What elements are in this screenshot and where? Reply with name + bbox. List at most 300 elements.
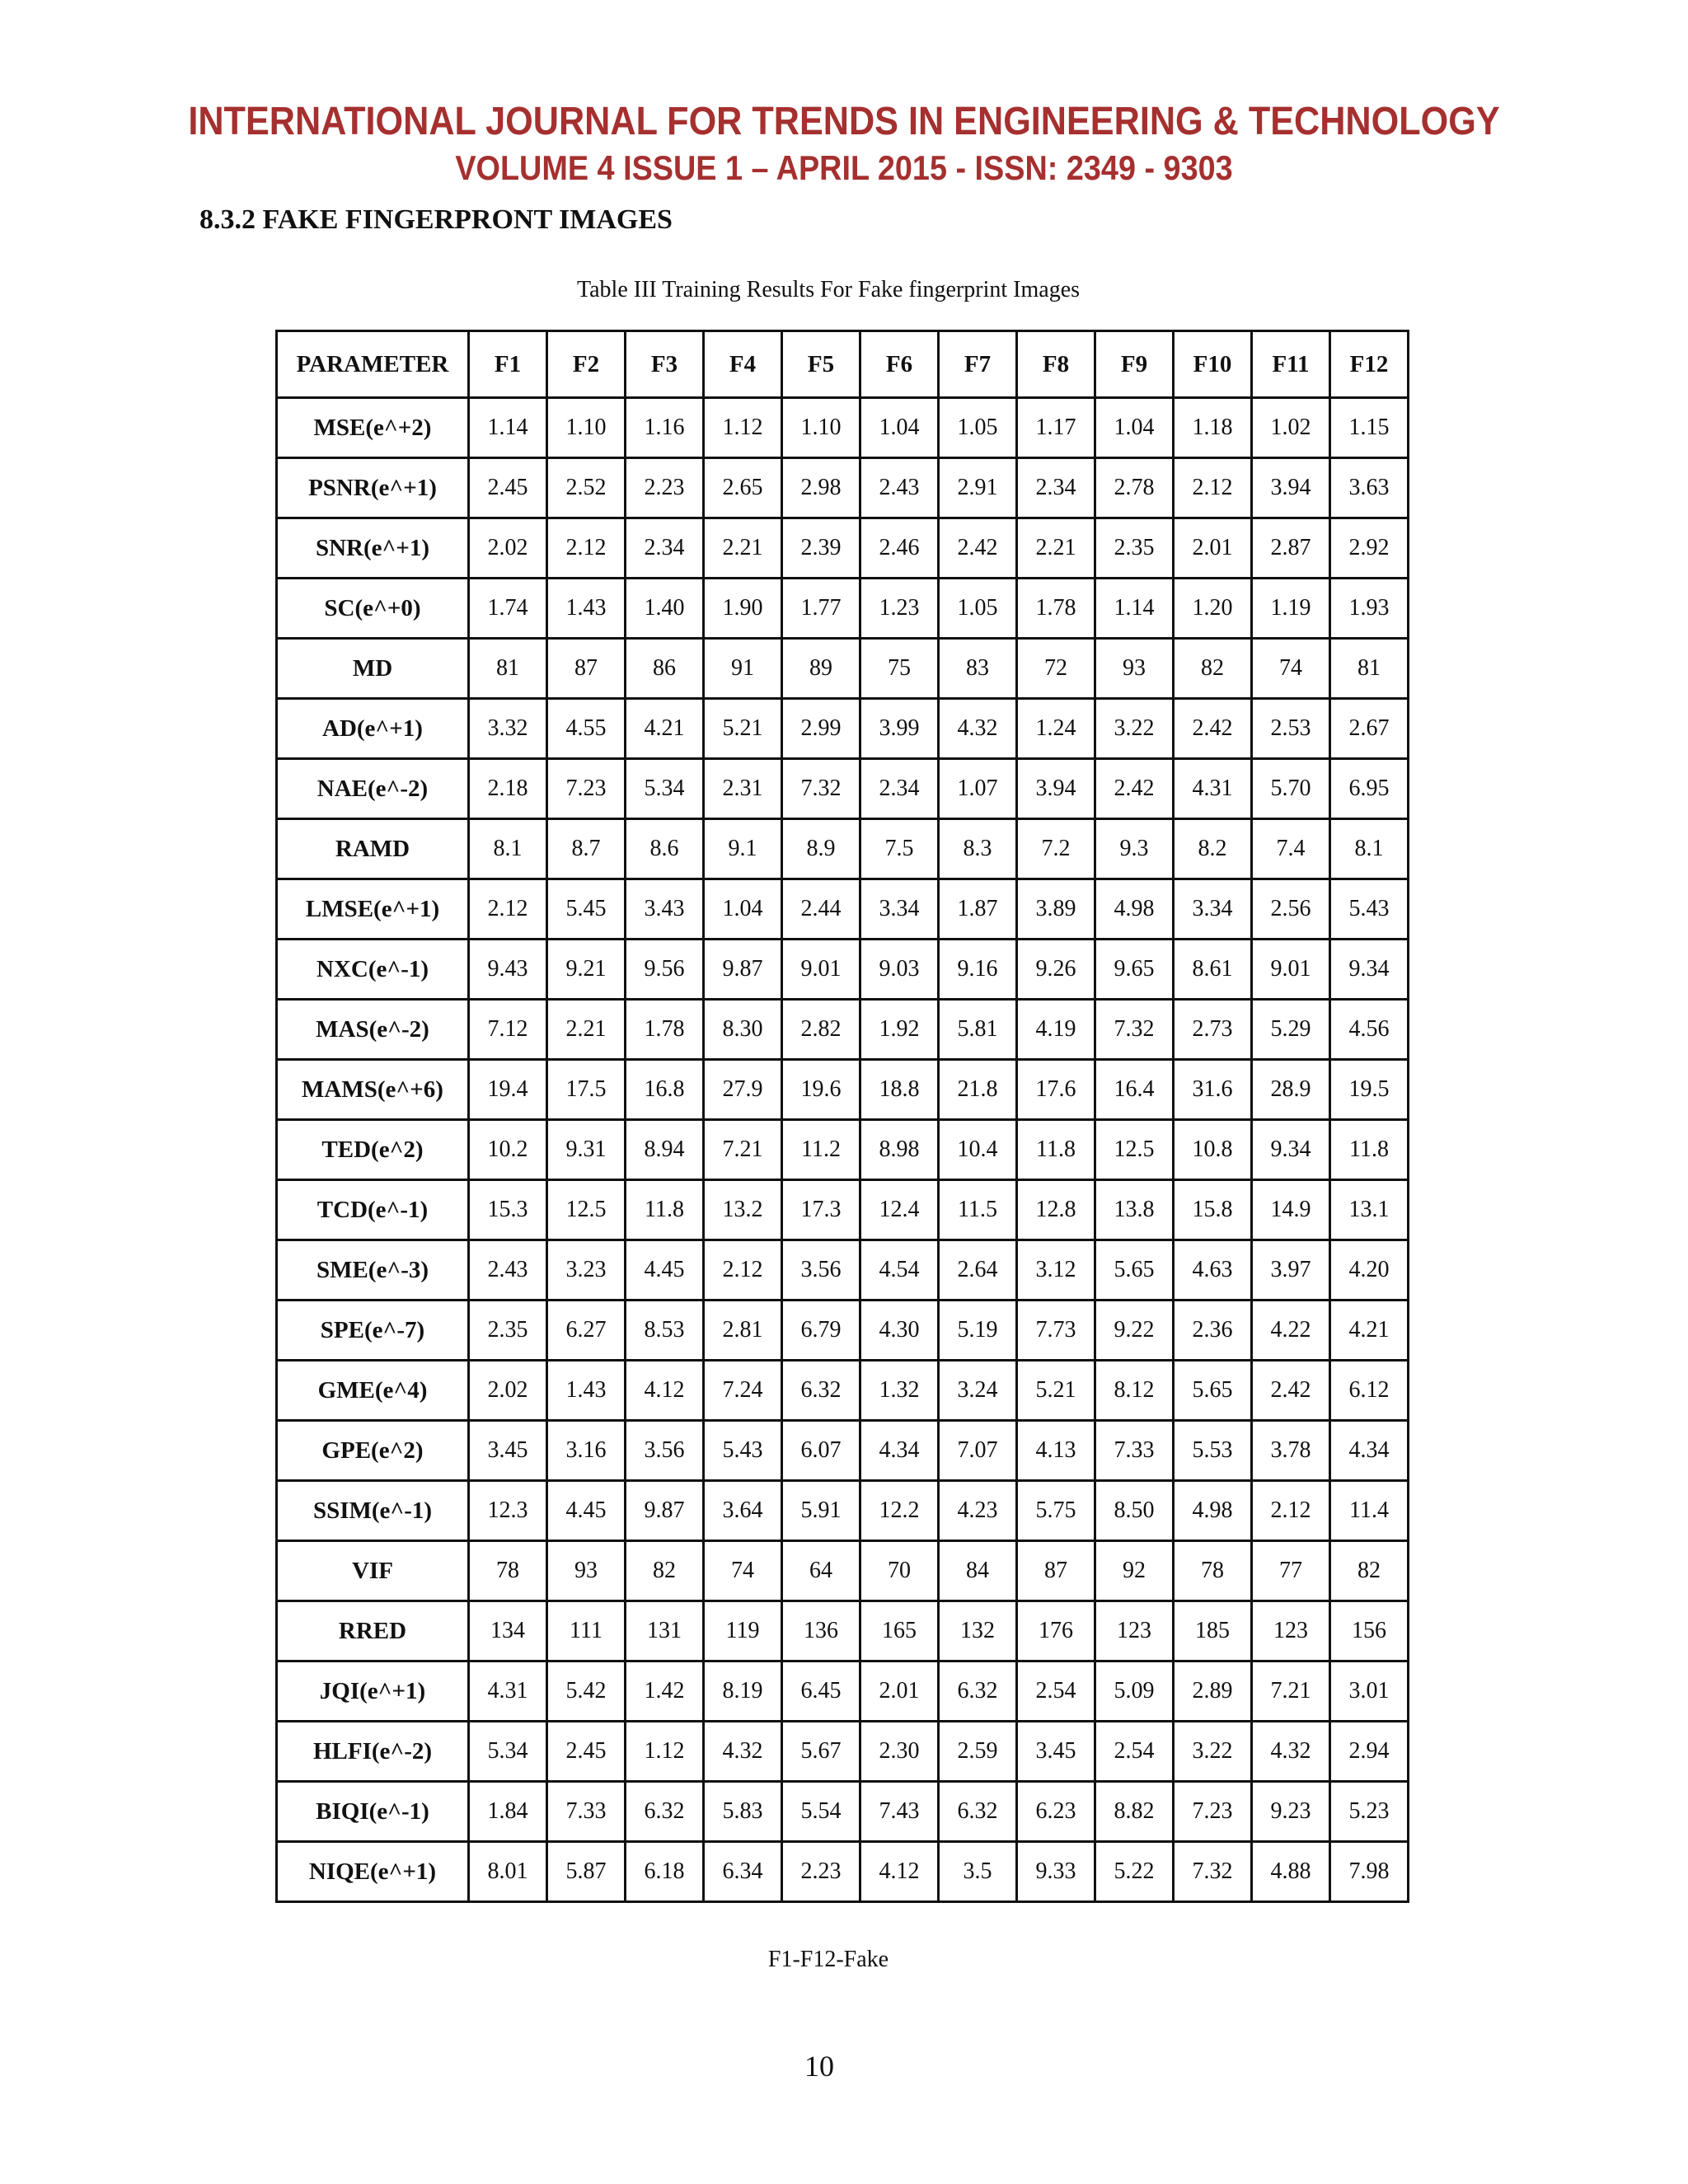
- value-cell: 5.70: [1252, 759, 1330, 819]
- table-row: [277, 1301, 1409, 1361]
- table-row: [277, 639, 1409, 699]
- value-cell: 4.13: [1017, 1421, 1095, 1481]
- value-cell: 1.74: [469, 579, 547, 639]
- value-cell: 18.8: [860, 1060, 939, 1120]
- value-cell: 5.34: [626, 759, 704, 819]
- value-cell: 2.46: [860, 518, 939, 579]
- value-cell: 131: [626, 1601, 704, 1661]
- value-cell: 1.43: [547, 1361, 626, 1421]
- parameter-cell: BIQI(e^-1): [277, 1782, 469, 1842]
- value-cell: 74: [1252, 639, 1330, 699]
- value-cell: 7.98: [1330, 1842, 1409, 1902]
- value-cell: 2.89: [1174, 1661, 1252, 1722]
- value-cell: 1.12: [626, 1722, 704, 1782]
- value-cell: 2.30: [860, 1722, 939, 1782]
- table-row: [277, 699, 1409, 759]
- value-cell: 7.4: [1252, 819, 1330, 879]
- parameter-cell: RAMD: [277, 819, 469, 879]
- value-cell: 2.44: [782, 879, 860, 940]
- value-cell: 2.45: [547, 1722, 626, 1782]
- value-cell: 123: [1095, 1601, 1174, 1661]
- value-cell: 11.2: [782, 1120, 860, 1180]
- value-cell: 3.32: [469, 699, 547, 759]
- value-cell: 13.1: [1330, 1180, 1409, 1240]
- value-cell: 3.24: [939, 1361, 1017, 1421]
- value-cell: 4.45: [626, 1240, 704, 1301]
- table-row: [277, 1000, 1409, 1060]
- value-cell: 2.23: [782, 1842, 860, 1902]
- column-header-f2: F2: [547, 331, 626, 398]
- value-cell: 5.22: [1095, 1842, 1174, 1902]
- value-cell: 2.01: [1174, 518, 1252, 579]
- value-cell: 1.07: [939, 759, 1017, 819]
- section-heading: 8.3.2 FAKE FINGERPRONT IMAGES: [199, 204, 673, 235]
- value-cell: 9.21: [547, 940, 626, 1000]
- value-cell: 123: [1252, 1601, 1330, 1661]
- value-cell: 9.1: [704, 819, 782, 879]
- value-cell: 3.97: [1252, 1240, 1330, 1301]
- column-header-f3: F3: [626, 331, 704, 398]
- column-header-f9: F9: [1095, 331, 1174, 398]
- column-header-f6: F6: [860, 331, 939, 398]
- value-cell: 3.94: [1017, 759, 1095, 819]
- value-cell: 2.31: [704, 759, 782, 819]
- value-cell: 156: [1330, 1601, 1409, 1661]
- value-cell: 2.12: [1174, 458, 1252, 518]
- value-cell: 1.77: [782, 579, 860, 639]
- value-cell: 16.4: [1095, 1060, 1174, 1120]
- value-cell: 8.30: [704, 1000, 782, 1060]
- value-cell: 4.34: [860, 1421, 939, 1481]
- value-cell: 31.6: [1174, 1060, 1252, 1120]
- parameter-cell: MAMS(e^+6): [277, 1060, 469, 1120]
- value-cell: 12.5: [1095, 1120, 1174, 1180]
- value-cell: 16.8: [626, 1060, 704, 1120]
- value-cell: 6.32: [939, 1661, 1017, 1722]
- value-cell: 9.01: [1252, 940, 1330, 1000]
- column-header-f12: F12: [1330, 331, 1409, 398]
- value-cell: 5.29: [1252, 1000, 1330, 1060]
- value-cell: 1.20: [1174, 579, 1252, 639]
- value-cell: 8.19: [704, 1661, 782, 1722]
- value-cell: 9.16: [939, 940, 1017, 1000]
- value-cell: 4.98: [1174, 1481, 1252, 1541]
- value-cell: 8.2: [1174, 819, 1252, 879]
- value-cell: 4.56: [1330, 1000, 1409, 1060]
- table-body: [277, 398, 1409, 1902]
- value-cell: 9.34: [1252, 1120, 1330, 1180]
- value-cell: 1.05: [939, 579, 1017, 639]
- value-cell: 9.34: [1330, 940, 1409, 1000]
- value-cell: 9.3: [1095, 819, 1174, 879]
- value-cell: 17.6: [1017, 1060, 1095, 1120]
- value-cell: 3.56: [782, 1240, 860, 1301]
- value-cell: 3.34: [860, 879, 939, 940]
- value-cell: 3.78: [1252, 1421, 1330, 1481]
- value-cell: 3.94: [1252, 458, 1330, 518]
- value-cell: 1.16: [626, 398, 704, 458]
- value-cell: 2.43: [860, 458, 939, 518]
- value-cell: 2.56: [1252, 879, 1330, 940]
- value-cell: 1.93: [1330, 579, 1409, 639]
- value-cell: 2.39: [782, 518, 860, 579]
- value-cell: 27.9: [704, 1060, 782, 1120]
- value-cell: 7.33: [547, 1782, 626, 1842]
- value-cell: 2.78: [1095, 458, 1174, 518]
- parameter-cell: GME(e^4): [277, 1361, 469, 1421]
- value-cell: 1.14: [469, 398, 547, 458]
- parameter-cell: MSE(e^+2): [277, 398, 469, 458]
- value-cell: 2.34: [1017, 458, 1095, 518]
- table-row: [277, 1661, 1409, 1722]
- value-cell: 92: [1095, 1541, 1174, 1601]
- value-cell: 6.07: [782, 1421, 860, 1481]
- value-cell: 11.8: [1330, 1120, 1409, 1180]
- value-cell: 1.42: [626, 1661, 704, 1722]
- value-cell: 6.95: [1330, 759, 1409, 819]
- value-cell: 2.02: [469, 518, 547, 579]
- parameter-cell: GPE(e^2): [277, 1421, 469, 1481]
- table-row: [277, 458, 1409, 518]
- value-cell: 72: [1017, 639, 1095, 699]
- journal-title: INTERNATIONAL JOURNAL FOR TRENDS IN ENGINEERING & TECHNOLOGY: [188, 100, 1500, 143]
- value-cell: 4.54: [860, 1240, 939, 1301]
- value-cell: 4.12: [860, 1842, 939, 1902]
- value-cell: 93: [547, 1541, 626, 1601]
- value-cell: 1.02: [1252, 398, 1330, 458]
- value-cell: 1.05: [939, 398, 1017, 458]
- value-cell: 11.8: [626, 1180, 704, 1240]
- value-cell: 21.8: [939, 1060, 1017, 1120]
- value-cell: 2.42: [939, 518, 1017, 579]
- table-row: [277, 1180, 1409, 1240]
- value-cell: 9.87: [704, 940, 782, 1000]
- value-cell: 2.91: [939, 458, 1017, 518]
- value-cell: 93: [1095, 639, 1174, 699]
- value-cell: 2.87: [1252, 518, 1330, 579]
- parameter-cell: SC(e^+0): [277, 579, 469, 639]
- value-cell: 8.82: [1095, 1782, 1174, 1842]
- value-cell: 4.23: [939, 1481, 1017, 1541]
- value-cell: 5.67: [782, 1722, 860, 1782]
- parameter-cell: VIF: [277, 1541, 469, 1601]
- value-cell: 8.7: [547, 819, 626, 879]
- value-cell: 5.75: [1017, 1481, 1095, 1541]
- value-cell: 6.23: [1017, 1782, 1095, 1842]
- value-cell: 87: [547, 639, 626, 699]
- value-cell: 6.45: [782, 1661, 860, 1722]
- value-cell: 5.54: [782, 1782, 860, 1842]
- value-cell: 1.04: [704, 879, 782, 940]
- value-cell: 82: [626, 1541, 704, 1601]
- value-cell: 4.31: [469, 1661, 547, 1722]
- value-cell: 2.42: [1252, 1361, 1330, 1421]
- value-cell: 4.19: [1017, 1000, 1095, 1060]
- value-cell: 1.43: [547, 579, 626, 639]
- parameter-cell: AD(e^+1): [277, 699, 469, 759]
- value-cell: 8.61: [1174, 940, 1252, 1000]
- value-cell: 136: [782, 1601, 860, 1661]
- value-cell: 8.6: [626, 819, 704, 879]
- value-cell: 2.73: [1174, 1000, 1252, 1060]
- value-cell: 7.21: [1252, 1661, 1330, 1722]
- value-cell: 4.22: [1252, 1301, 1330, 1361]
- table-row: [277, 879, 1409, 940]
- value-cell: 2.34: [626, 518, 704, 579]
- value-cell: 2.35: [469, 1301, 547, 1361]
- value-cell: 2.21: [547, 1000, 626, 1060]
- parameter-cell: JQI(e^+1): [277, 1661, 469, 1722]
- value-cell: 7.07: [939, 1421, 1017, 1481]
- value-cell: 4.21: [1330, 1301, 1409, 1361]
- page-number: 10: [804, 2050, 834, 2083]
- column-header-f10: F10: [1174, 331, 1252, 398]
- value-cell: 74: [704, 1541, 782, 1601]
- value-cell: 8.53: [626, 1301, 704, 1361]
- value-cell: 176: [1017, 1601, 1095, 1661]
- table-row: [277, 1240, 1409, 1301]
- value-cell: 12.8: [1017, 1180, 1095, 1240]
- value-cell: 4.45: [547, 1481, 626, 1541]
- value-cell: 2.12: [1252, 1481, 1330, 1541]
- value-cell: 9.22: [1095, 1301, 1174, 1361]
- value-cell: 2.65: [704, 458, 782, 518]
- value-cell: 6.18: [626, 1842, 704, 1902]
- value-cell: 64: [782, 1541, 860, 1601]
- value-cell: 3.43: [626, 879, 704, 940]
- value-cell: 9.56: [626, 940, 704, 1000]
- value-cell: 3.16: [547, 1421, 626, 1481]
- value-cell: 2.12: [547, 518, 626, 579]
- value-cell: 3.01: [1330, 1661, 1409, 1722]
- value-cell: 2.94: [1330, 1722, 1409, 1782]
- value-cell: 7.32: [1174, 1842, 1252, 1902]
- value-cell: 5.53: [1174, 1421, 1252, 1481]
- value-cell: 1.87: [939, 879, 1017, 940]
- value-cell: 2.34: [860, 759, 939, 819]
- parameter-cell: NXC(e^-1): [277, 940, 469, 1000]
- parameter-cell: SME(e^-3): [277, 1240, 469, 1301]
- table-row: [277, 1842, 1409, 1902]
- value-cell: 2.82: [782, 1000, 860, 1060]
- value-cell: 8.1: [469, 819, 547, 879]
- value-cell: 2.42: [1174, 699, 1252, 759]
- value-cell: 3.12: [1017, 1240, 1095, 1301]
- value-cell: 82: [1174, 639, 1252, 699]
- value-cell: 11.4: [1330, 1481, 1409, 1541]
- parameter-cell: NAE(e^-2): [277, 759, 469, 819]
- value-cell: 4.63: [1174, 1240, 1252, 1301]
- table-row: [277, 1722, 1409, 1782]
- column-header-f7: F7: [939, 331, 1017, 398]
- value-cell: 4.98: [1095, 879, 1174, 940]
- parameter-cell: PSNR(e^+1): [277, 458, 469, 518]
- value-cell: 1.04: [1095, 398, 1174, 458]
- column-header-f5: F5: [782, 331, 860, 398]
- parameter-cell: LMSE(e^+1): [277, 879, 469, 940]
- value-cell: 11.5: [939, 1180, 1017, 1240]
- value-cell: 3.56: [626, 1421, 704, 1481]
- value-cell: 4.30: [860, 1301, 939, 1361]
- value-cell: 13.8: [1095, 1180, 1174, 1240]
- value-cell: 6.34: [704, 1842, 782, 1902]
- value-cell: 4.32: [1252, 1722, 1330, 1782]
- value-cell: 8.12: [1095, 1361, 1174, 1421]
- value-cell: 3.99: [860, 699, 939, 759]
- column-header-f4: F4: [704, 331, 782, 398]
- value-cell: 7.12: [469, 1000, 547, 1060]
- value-cell: 17.5: [547, 1060, 626, 1120]
- value-cell: 7.21: [704, 1120, 782, 1180]
- table-row: [277, 579, 1409, 639]
- value-cell: 6.32: [782, 1361, 860, 1421]
- value-cell: 4.12: [626, 1361, 704, 1421]
- value-cell: 3.64: [704, 1481, 782, 1541]
- value-cell: 8.9: [782, 819, 860, 879]
- parameter-cell: TCD(e^-1): [277, 1180, 469, 1240]
- value-cell: 9.31: [547, 1120, 626, 1180]
- parameter-cell: NIQE(e^+1): [277, 1842, 469, 1902]
- value-cell: 2.54: [1095, 1722, 1174, 1782]
- value-cell: 132: [939, 1601, 1017, 1661]
- value-cell: 5.45: [547, 879, 626, 940]
- value-cell: 70: [860, 1541, 939, 1601]
- value-cell: 2.53: [1252, 699, 1330, 759]
- value-cell: 5.42: [547, 1661, 626, 1722]
- value-cell: 91: [704, 639, 782, 699]
- value-cell: 10.2: [469, 1120, 547, 1180]
- value-cell: 6.79: [782, 1301, 860, 1361]
- value-cell: 8.98: [860, 1120, 939, 1180]
- value-cell: 5.23: [1330, 1782, 1409, 1842]
- value-cell: 6.27: [547, 1301, 626, 1361]
- value-cell: 8.01: [469, 1842, 547, 1902]
- value-cell: 7.73: [1017, 1301, 1095, 1361]
- column-header-f8: F8: [1017, 331, 1095, 398]
- parameter-cell: MAS(e^-2): [277, 1000, 469, 1060]
- value-cell: 134: [469, 1601, 547, 1661]
- value-cell: 84: [939, 1541, 1017, 1601]
- value-cell: 8.3: [939, 819, 1017, 879]
- value-cell: 9.87: [626, 1481, 704, 1541]
- value-cell: 5.91: [782, 1481, 860, 1541]
- table-row: [277, 1120, 1409, 1180]
- parameter-cell: SSIM(e^-1): [277, 1481, 469, 1541]
- parameter-cell: HLFI(e^-2): [277, 1722, 469, 1782]
- value-cell: 185: [1174, 1601, 1252, 1661]
- value-cell: 1.14: [1095, 579, 1174, 639]
- value-cell: 1.84: [469, 1782, 547, 1842]
- value-cell: 2.54: [1017, 1661, 1095, 1722]
- value-cell: 28.9: [1252, 1060, 1330, 1120]
- value-cell: 4.32: [939, 699, 1017, 759]
- value-cell: 7.5: [860, 819, 939, 879]
- value-cell: 5.21: [1017, 1361, 1095, 1421]
- value-cell: 2.98: [782, 458, 860, 518]
- value-cell: 2.42: [1095, 759, 1174, 819]
- value-cell: 5.09: [1095, 1661, 1174, 1722]
- value-cell: 7.32: [1095, 1000, 1174, 1060]
- value-cell: 9.33: [1017, 1842, 1095, 1902]
- value-cell: 14.9: [1252, 1180, 1330, 1240]
- value-cell: 11.8: [1017, 1120, 1095, 1180]
- parameter-cell: SPE(e^-7): [277, 1301, 469, 1361]
- value-cell: 1.17: [1017, 398, 1095, 458]
- value-cell: 5.21: [704, 699, 782, 759]
- value-cell: 6.12: [1330, 1361, 1409, 1421]
- value-cell: 2.67: [1330, 699, 1409, 759]
- value-cell: 1.10: [782, 398, 860, 458]
- value-cell: 5.65: [1095, 1240, 1174, 1301]
- value-cell: 87: [1017, 1541, 1095, 1601]
- value-cell: 4.21: [626, 699, 704, 759]
- value-cell: 1.15: [1330, 398, 1409, 458]
- value-cell: 2.12: [469, 879, 547, 940]
- value-cell: 10.4: [939, 1120, 1017, 1180]
- value-cell: 2.59: [939, 1722, 1017, 1782]
- value-cell: 12.3: [469, 1481, 547, 1541]
- value-cell: 2.45: [469, 458, 547, 518]
- value-cell: 9.01: [782, 940, 860, 1000]
- value-cell: 1.04: [860, 398, 939, 458]
- value-cell: 3.22: [1095, 699, 1174, 759]
- value-cell: 3.89: [1017, 879, 1095, 940]
- value-cell: 4.31: [1174, 759, 1252, 819]
- value-cell: 15.8: [1174, 1180, 1252, 1240]
- value-cell: 2.36: [1174, 1301, 1252, 1361]
- value-cell: 5.43: [704, 1421, 782, 1481]
- value-cell: 1.78: [626, 1000, 704, 1060]
- training-results-table: [275, 330, 1409, 1903]
- value-cell: 1.32: [860, 1361, 939, 1421]
- value-cell: 78: [469, 1541, 547, 1601]
- table-header: [277, 331, 1409, 398]
- parameter-cell: TED(e^2): [277, 1120, 469, 1180]
- column-header-f1: F1: [469, 331, 547, 398]
- column-header-parameter: PARAMETER: [277, 331, 469, 398]
- value-cell: 5.65: [1174, 1361, 1252, 1421]
- value-cell: 8.50: [1095, 1481, 1174, 1541]
- value-cell: 2.52: [547, 458, 626, 518]
- value-cell: 9.43: [469, 940, 547, 1000]
- value-cell: 1.10: [547, 398, 626, 458]
- value-cell: 3.45: [469, 1421, 547, 1481]
- value-cell: 2.35: [1095, 518, 1174, 579]
- header-row: [277, 331, 1409, 398]
- value-cell: 6.32: [626, 1782, 704, 1842]
- value-cell: 77: [1252, 1541, 1330, 1601]
- value-cell: 2.21: [704, 518, 782, 579]
- value-cell: 165: [860, 1601, 939, 1661]
- value-cell: 7.32: [782, 759, 860, 819]
- value-cell: 8.94: [626, 1120, 704, 1180]
- value-cell: 83: [939, 639, 1017, 699]
- value-cell: 4.55: [547, 699, 626, 759]
- value-cell: 5.34: [469, 1722, 547, 1782]
- value-cell: 19.5: [1330, 1060, 1409, 1120]
- value-cell: 1.90: [704, 579, 782, 639]
- value-cell: 7.23: [547, 759, 626, 819]
- value-cell: 4.32: [704, 1722, 782, 1782]
- value-cell: 7.23: [1174, 1782, 1252, 1842]
- table-row: [277, 940, 1409, 1000]
- table-row: [277, 759, 1409, 819]
- value-cell: 19.6: [782, 1060, 860, 1120]
- value-cell: 1.12: [704, 398, 782, 458]
- parameter-cell: MD: [277, 639, 469, 699]
- value-cell: 82: [1330, 1541, 1409, 1601]
- value-cell: 119: [704, 1601, 782, 1661]
